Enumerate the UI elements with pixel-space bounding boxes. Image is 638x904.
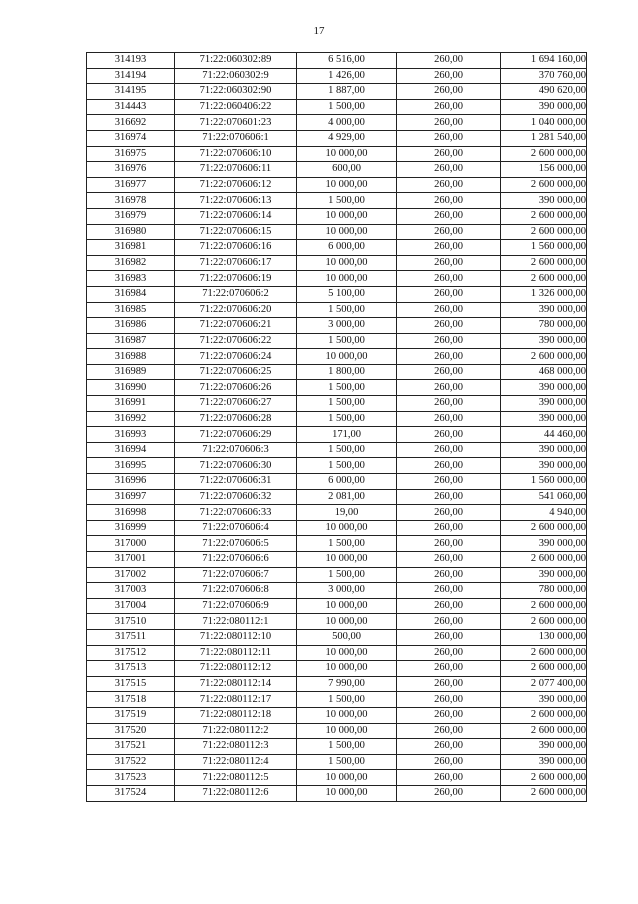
record-number-cell: 316996 — [87, 474, 175, 490]
cadastral-number-cell: 71:22:080112:2 — [175, 723, 297, 739]
total-cell: 390 000,00 — [501, 411, 587, 427]
rate-cell: 260,00 — [397, 707, 501, 723]
rate-cell: 260,00 — [397, 629, 501, 645]
record-number-cell: 314195 — [87, 84, 175, 100]
rate-cell: 260,00 — [397, 442, 501, 458]
cadastral-number-cell: 71:22:070606:32 — [175, 489, 297, 505]
record-number-cell: 317520 — [87, 723, 175, 739]
area-cell: 10 000,00 — [297, 785, 397, 801]
total-cell: 390 000,00 — [501, 442, 587, 458]
total-cell: 390 000,00 — [501, 396, 587, 412]
total-cell: 541 060,00 — [501, 489, 587, 505]
total-cell: 490 620,00 — [501, 84, 587, 100]
cadastral-number-cell: 71:22:070606:14 — [175, 208, 297, 224]
area-cell: 500,00 — [297, 629, 397, 645]
record-number-cell: 316981 — [87, 240, 175, 256]
rate-cell: 260,00 — [397, 739, 501, 755]
cadastral-number-cell: 71:22:080112:6 — [175, 785, 297, 801]
record-number-cell: 316992 — [87, 411, 175, 427]
cadastral-number-cell: 71:22:070606:12 — [175, 177, 297, 193]
record-number-cell: 316987 — [87, 333, 175, 349]
area-cell: 10 000,00 — [297, 224, 397, 240]
cadastral-number-cell: 71:22:070606:24 — [175, 349, 297, 365]
area-cell: 3 000,00 — [297, 583, 397, 599]
total-cell: 780 000,00 — [501, 583, 587, 599]
rate-cell: 260,00 — [397, 364, 501, 380]
table-row — [87, 255, 587, 271]
total-cell: 780 000,00 — [501, 318, 587, 334]
rate-cell: 260,00 — [397, 146, 501, 162]
total-cell: 2 600 000,00 — [501, 785, 587, 801]
table-row — [87, 364, 587, 380]
table-row — [87, 645, 587, 661]
area-cell: 1 500,00 — [297, 411, 397, 427]
record-number-cell: 317511 — [87, 629, 175, 645]
table-row — [87, 567, 587, 583]
area-cell: 10 000,00 — [297, 349, 397, 365]
total-cell: 390 000,00 — [501, 567, 587, 583]
area-cell: 1 500,00 — [297, 536, 397, 552]
rate-cell: 260,00 — [397, 208, 501, 224]
area-cell: 1 426,00 — [297, 68, 397, 84]
table-row — [87, 53, 587, 69]
area-cell: 171,00 — [297, 427, 397, 443]
cadastral-number-cell: 71:22:070606:30 — [175, 458, 297, 474]
record-number-cell: 316976 — [87, 162, 175, 178]
total-cell: 390 000,00 — [501, 193, 587, 209]
cadastral-number-cell: 71:22:080112:3 — [175, 739, 297, 755]
total-cell: 130 000,00 — [501, 629, 587, 645]
cadastral-number-cell: 71:22:070606:4 — [175, 520, 297, 536]
cadastral-number-cell: 71:22:060302:9 — [175, 68, 297, 84]
rate-cell: 260,00 — [397, 411, 501, 427]
record-number-cell: 316999 — [87, 520, 175, 536]
total-cell: 2 600 000,00 — [501, 208, 587, 224]
table-row — [87, 505, 587, 521]
rate-cell: 260,00 — [397, 785, 501, 801]
area-cell: 6 000,00 — [297, 474, 397, 490]
record-number-cell: 316978 — [87, 193, 175, 209]
cadastral-number-cell: 71:22:070606:22 — [175, 333, 297, 349]
area-cell: 5 100,00 — [297, 286, 397, 302]
area-cell: 1 500,00 — [297, 302, 397, 318]
area-cell: 7 990,00 — [297, 676, 397, 692]
total-cell: 2 600 000,00 — [501, 255, 587, 271]
area-cell: 1 500,00 — [297, 442, 397, 458]
record-number-cell: 316986 — [87, 318, 175, 334]
cadastral-number-cell: 71:22:070606:5 — [175, 536, 297, 552]
rate-cell: 260,00 — [397, 193, 501, 209]
total-cell: 2 600 000,00 — [501, 520, 587, 536]
area-cell: 600,00 — [297, 162, 397, 178]
cadastral-number-cell: 71:22:060302:90 — [175, 84, 297, 100]
rate-cell: 260,00 — [397, 286, 501, 302]
record-number-cell: 316995 — [87, 458, 175, 474]
table-row — [87, 240, 587, 256]
cadastral-number-cell: 71:22:070606:27 — [175, 396, 297, 412]
rate-cell: 260,00 — [397, 240, 501, 256]
rate-cell: 260,00 — [397, 68, 501, 84]
total-cell: 2 600 000,00 — [501, 770, 587, 786]
record-number-cell: 317524 — [87, 785, 175, 801]
total-cell: 1 560 000,00 — [501, 240, 587, 256]
record-number-cell: 316980 — [87, 224, 175, 240]
table-row — [87, 162, 587, 178]
table-row — [87, 68, 587, 84]
record-number-cell: 317512 — [87, 645, 175, 661]
table-row — [87, 146, 587, 162]
table-row — [87, 286, 587, 302]
table-row — [87, 614, 587, 630]
record-number-cell: 316997 — [87, 489, 175, 505]
rate-cell: 260,00 — [397, 333, 501, 349]
area-cell: 3 000,00 — [297, 318, 397, 334]
cadastral-number-cell: 71:22:070606:26 — [175, 380, 297, 396]
cadastral-number-cell: 71:22:070606:2 — [175, 286, 297, 302]
record-number-cell: 317003 — [87, 583, 175, 599]
area-cell: 10 000,00 — [297, 598, 397, 614]
record-number-cell: 317000 — [87, 536, 175, 552]
cadastral-number-cell: 71:22:070606:33 — [175, 505, 297, 521]
record-number-cell: 316977 — [87, 177, 175, 193]
record-number-cell: 316994 — [87, 442, 175, 458]
record-number-cell: 317513 — [87, 661, 175, 677]
total-cell: 390 000,00 — [501, 380, 587, 396]
record-number-cell: 314194 — [87, 68, 175, 84]
rate-cell: 260,00 — [397, 380, 501, 396]
cadastral-number-cell: 71:22:070606:6 — [175, 552, 297, 568]
rate-cell: 260,00 — [397, 676, 501, 692]
area-cell: 2 081,00 — [297, 489, 397, 505]
cadastral-number-cell: 71:22:080112:17 — [175, 692, 297, 708]
rate-cell: 260,00 — [397, 614, 501, 630]
total-cell: 2 600 000,00 — [501, 707, 587, 723]
cadastral-number-cell: 71:22:070606:9 — [175, 598, 297, 614]
table-row — [87, 489, 587, 505]
table-row — [87, 692, 587, 708]
total-cell: 2 077 400,00 — [501, 676, 587, 692]
record-number-cell: 316991 — [87, 396, 175, 412]
area-cell: 1 500,00 — [297, 193, 397, 209]
area-cell: 10 000,00 — [297, 661, 397, 677]
table-row — [87, 396, 587, 412]
total-cell: 156 000,00 — [501, 162, 587, 178]
rate-cell: 260,00 — [397, 162, 501, 178]
total-cell: 2 600 000,00 — [501, 723, 587, 739]
total-cell: 2 600 000,00 — [501, 645, 587, 661]
table-row — [87, 99, 587, 115]
record-number-cell: 317004 — [87, 598, 175, 614]
table-row — [87, 629, 587, 645]
total-cell: 390 000,00 — [501, 739, 587, 755]
rate-cell: 260,00 — [397, 754, 501, 770]
cadastral-number-cell: 71:22:070606:7 — [175, 567, 297, 583]
area-cell: 10 000,00 — [297, 645, 397, 661]
record-number-cell: 317515 — [87, 676, 175, 692]
total-cell: 2 600 000,00 — [501, 177, 587, 193]
table-row — [87, 411, 587, 427]
area-cell: 10 000,00 — [297, 552, 397, 568]
cadastral-number-cell: 71:22:070606:1 — [175, 130, 297, 146]
table-row — [87, 115, 587, 131]
cadastral-number-cell: 71:22:070606:20 — [175, 302, 297, 318]
rate-cell: 260,00 — [397, 349, 501, 365]
cadastral-number-cell: 71:22:060406:22 — [175, 99, 297, 115]
table-row — [87, 224, 587, 240]
record-number-cell: 317519 — [87, 707, 175, 723]
cadastral-number-cell: 71:22:080112:11 — [175, 645, 297, 661]
area-cell: 6 000,00 — [297, 240, 397, 256]
area-cell: 1 500,00 — [297, 458, 397, 474]
table-row — [87, 707, 587, 723]
cadastral-number-cell: 71:22:060302:89 — [175, 53, 297, 69]
rate-cell: 260,00 — [397, 302, 501, 318]
total-cell: 2 600 000,00 — [501, 271, 587, 287]
record-number-cell: 316979 — [87, 208, 175, 224]
table-row — [87, 474, 587, 490]
table-row — [87, 427, 587, 443]
rate-cell: 260,00 — [397, 723, 501, 739]
record-number-cell: 314193 — [87, 53, 175, 69]
rate-cell: 260,00 — [397, 552, 501, 568]
table-row — [87, 380, 587, 396]
table-row — [87, 770, 587, 786]
record-number-cell: 316985 — [87, 302, 175, 318]
rate-cell: 260,00 — [397, 396, 501, 412]
table-row — [87, 785, 587, 801]
total-cell: 44 460,00 — [501, 427, 587, 443]
total-cell: 2 600 000,00 — [501, 146, 587, 162]
record-number-cell: 316984 — [87, 286, 175, 302]
cadastral-number-cell: 71:22:070606:31 — [175, 474, 297, 490]
rate-cell: 260,00 — [397, 645, 501, 661]
land-plot-table — [86, 52, 587, 802]
record-number-cell: 317510 — [87, 614, 175, 630]
rate-cell: 260,00 — [397, 84, 501, 100]
cadastral-number-cell: 71:22:070606:15 — [175, 224, 297, 240]
rate-cell: 260,00 — [397, 224, 501, 240]
rate-cell: 260,00 — [397, 271, 501, 287]
rate-cell: 260,00 — [397, 520, 501, 536]
area-cell: 6 516,00 — [297, 53, 397, 69]
rate-cell: 260,00 — [397, 99, 501, 115]
record-number-cell: 316983 — [87, 271, 175, 287]
cadastral-number-cell: 71:22:070606:16 — [175, 240, 297, 256]
table-row — [87, 583, 587, 599]
cadastral-number-cell: 71:22:080112:14 — [175, 676, 297, 692]
rate-cell: 260,00 — [397, 177, 501, 193]
rate-cell: 260,00 — [397, 427, 501, 443]
cadastral-number-cell: 71:22:070606:25 — [175, 364, 297, 380]
total-cell: 390 000,00 — [501, 536, 587, 552]
record-number-cell: 317523 — [87, 770, 175, 786]
table-row — [87, 520, 587, 536]
area-cell: 10 000,00 — [297, 146, 397, 162]
area-cell: 10 000,00 — [297, 770, 397, 786]
total-cell: 390 000,00 — [501, 302, 587, 318]
table-row — [87, 552, 587, 568]
area-cell: 10 000,00 — [297, 255, 397, 271]
table-row — [87, 676, 587, 692]
total-cell: 1 560 000,00 — [501, 474, 587, 490]
total-cell: 370 760,00 — [501, 68, 587, 84]
total-cell: 2 600 000,00 — [501, 224, 587, 240]
record-number-cell: 316974 — [87, 130, 175, 146]
area-cell: 10 000,00 — [297, 208, 397, 224]
total-cell: 2 600 000,00 — [501, 349, 587, 365]
rate-cell: 260,00 — [397, 458, 501, 474]
table-row — [87, 754, 587, 770]
cadastral-number-cell: 71:22:070606:29 — [175, 427, 297, 443]
rate-cell: 260,00 — [397, 318, 501, 334]
area-cell: 1 500,00 — [297, 692, 397, 708]
total-cell: 1 040 000,00 — [501, 115, 587, 131]
cadastral-number-cell: 71:22:080112:5 — [175, 770, 297, 786]
table-row — [87, 442, 587, 458]
rate-cell: 260,00 — [397, 255, 501, 271]
cadastral-number-cell: 71:22:070606:3 — [175, 442, 297, 458]
rate-cell: 260,00 — [397, 53, 501, 69]
total-cell: 1 326 000,00 — [501, 286, 587, 302]
record-number-cell: 317522 — [87, 754, 175, 770]
table-row — [87, 598, 587, 614]
table-body — [87, 53, 587, 802]
record-number-cell: 316975 — [87, 146, 175, 162]
record-number-cell: 317518 — [87, 692, 175, 708]
record-number-cell: 317002 — [87, 567, 175, 583]
page-number: 17 — [313, 25, 325, 37]
total-cell: 2 600 000,00 — [501, 598, 587, 614]
record-number-cell: 316989 — [87, 364, 175, 380]
table-row — [87, 177, 587, 193]
record-number-cell: 316990 — [87, 380, 175, 396]
area-cell: 4 929,00 — [297, 130, 397, 146]
rate-cell: 260,00 — [397, 567, 501, 583]
table-row — [87, 349, 587, 365]
table-row — [87, 739, 587, 755]
cadastral-number-cell: 71:22:070606:17 — [175, 255, 297, 271]
table-row — [87, 130, 587, 146]
table-row — [87, 302, 587, 318]
table-row — [87, 208, 587, 224]
cadastral-number-cell: 71:22:070606:10 — [175, 146, 297, 162]
cadastral-number-cell: 71:22:070606:8 — [175, 583, 297, 599]
area-cell: 10 000,00 — [297, 520, 397, 536]
area-cell: 10 000,00 — [297, 614, 397, 630]
total-cell: 4 940,00 — [501, 505, 587, 521]
table-row — [87, 333, 587, 349]
cadastral-number-cell: 71:22:070606:13 — [175, 193, 297, 209]
area-cell: 19,00 — [297, 505, 397, 521]
rate-cell: 260,00 — [397, 770, 501, 786]
record-number-cell: 316692 — [87, 115, 175, 131]
cadastral-number-cell: 71:22:080112:12 — [175, 661, 297, 677]
area-cell: 10 000,00 — [297, 271, 397, 287]
rate-cell: 260,00 — [397, 505, 501, 521]
table-row — [87, 458, 587, 474]
total-cell: 2 600 000,00 — [501, 614, 587, 630]
area-cell: 1 500,00 — [297, 396, 397, 412]
rate-cell: 260,00 — [397, 474, 501, 490]
cadastral-number-cell: 71:22:080112:18 — [175, 707, 297, 723]
area-cell: 1 887,00 — [297, 84, 397, 100]
record-number-cell: 314443 — [87, 99, 175, 115]
area-cell: 1 500,00 — [297, 754, 397, 770]
cadastral-number-cell: 71:22:070606:11 — [175, 162, 297, 178]
cadastral-number-cell: 71:22:070606:19 — [175, 271, 297, 287]
cadastral-number-cell: 71:22:080112:1 — [175, 614, 297, 630]
area-cell: 1 500,00 — [297, 380, 397, 396]
table-row — [87, 723, 587, 739]
rate-cell: 260,00 — [397, 598, 501, 614]
record-number-cell: 316998 — [87, 505, 175, 521]
table-row — [87, 318, 587, 334]
total-cell: 468 000,00 — [501, 364, 587, 380]
area-cell: 1 500,00 — [297, 333, 397, 349]
rate-cell: 260,00 — [397, 583, 501, 599]
table-row — [87, 536, 587, 552]
record-number-cell: 316988 — [87, 349, 175, 365]
record-number-cell: 317001 — [87, 552, 175, 568]
cadastral-number-cell: 71:22:080112:4 — [175, 754, 297, 770]
area-cell: 1 800,00 — [297, 364, 397, 380]
rate-cell: 260,00 — [397, 489, 501, 505]
area-cell: 1 500,00 — [297, 567, 397, 583]
total-cell: 2 600 000,00 — [501, 661, 587, 677]
rate-cell: 260,00 — [397, 130, 501, 146]
total-cell: 390 000,00 — [501, 333, 587, 349]
total-cell: 390 000,00 — [501, 692, 587, 708]
cadastral-number-cell: 71:22:070606:21 — [175, 318, 297, 334]
total-cell: 390 000,00 — [501, 754, 587, 770]
record-number-cell: 316982 — [87, 255, 175, 271]
cadastral-number-cell: 71:22:070601:23 — [175, 115, 297, 131]
total-cell: 390 000,00 — [501, 458, 587, 474]
table-row — [87, 193, 587, 209]
cadastral-number-cell: 71:22:070606:28 — [175, 411, 297, 427]
rate-cell: 260,00 — [397, 536, 501, 552]
total-cell: 2 600 000,00 — [501, 552, 587, 568]
rate-cell: 260,00 — [397, 692, 501, 708]
table-row — [87, 271, 587, 287]
record-number-cell: 316993 — [87, 427, 175, 443]
area-cell: 1 500,00 — [297, 739, 397, 755]
record-number-cell: 317521 — [87, 739, 175, 755]
total-cell: 1 281 540,00 — [501, 130, 587, 146]
area-cell: 10 000,00 — [297, 177, 397, 193]
rate-cell: 260,00 — [397, 661, 501, 677]
total-cell: 390 000,00 — [501, 99, 587, 115]
area-cell: 4 000,00 — [297, 115, 397, 131]
area-cell: 10 000,00 — [297, 707, 397, 723]
total-cell: 1 694 160,00 — [501, 53, 587, 69]
table-row — [87, 84, 587, 100]
cadastral-number-cell: 71:22:080112:10 — [175, 629, 297, 645]
rate-cell: 260,00 — [397, 115, 501, 131]
table-row — [87, 661, 587, 677]
area-cell: 1 500,00 — [297, 99, 397, 115]
area-cell: 10 000,00 — [297, 723, 397, 739]
